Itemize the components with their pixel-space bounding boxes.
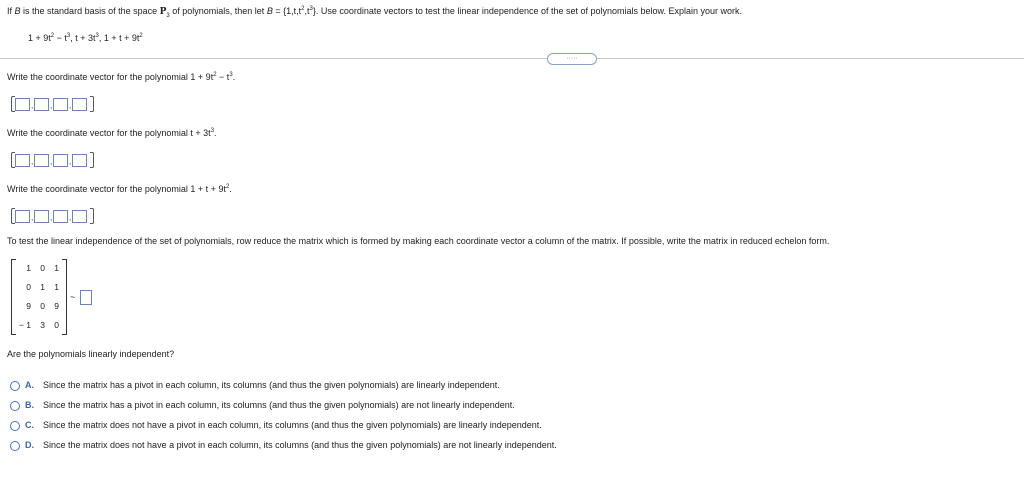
matrix-cell: − 1 [18,320,31,330]
text: is the standard basis of the space [20,6,160,16]
matrix-cell: 1 [26,263,31,273]
vector-3-entry-3[interactable] [53,210,68,223]
text: }. Use coordinate vectors to test the linear independence of the set of polynomials below. Explain your work. [312,6,743,16]
matrix-cell: 0 [40,263,45,273]
text: . [214,128,217,138]
option-text: Since the matrix has a pivot in each column, its columns (and thus the given polynomials) are not linearly independent. [43,400,515,410]
vector-prompt-1 [7,72,235,82]
section-divider [0,58,1024,59]
matrix-cell: 1 [54,282,59,292]
comma: , [50,213,53,222]
exponent: 3 [309,6,313,12]
option-letter: C. [25,420,34,430]
comma: , [69,157,72,166]
vector-1-entry-3[interactable] [53,98,68,111]
bracket-right [90,152,94,168]
exponent: 2 [301,6,305,12]
option-text: Since the matrix does not have a pivot in each column, its columns (and thus the given polynomials) are linearly independent. [43,420,542,430]
matrix-cell: 0 [54,320,59,330]
exponent: 2 [139,33,143,39]
comma: , [69,101,72,110]
vector-3-entry-2[interactable] [34,210,49,223]
vector-2-entry-3[interactable] [53,154,68,167]
bracket-right [90,96,94,112]
option-text: Since the matrix does not have a pivot in each column, its columns (and thus the given polynomials) are not linearly independent. [43,440,557,450]
space-symbol: P [159,7,167,17]
row-equivalence-symbol: ~ [70,292,76,302]
matrix-cell: 1 [40,282,45,292]
text: ,t [304,6,310,16]
polynomial-list [28,33,143,43]
matrix-cell: 1 [54,263,59,273]
exponent: 2 [213,72,217,78]
comma: , [31,213,34,222]
text: If [7,6,15,16]
radio-button[interactable] [10,381,20,391]
vector-prompt-2 [7,128,217,138]
question-text [7,6,742,19]
var-b: B [14,6,21,16]
comma: , [50,101,53,110]
comma: , [69,213,72,222]
matrix-row-3 [17,301,63,311]
matrix-cell: 3 [40,320,45,330]
radio-button[interactable] [10,401,20,411]
reduced-matrix-input[interactable] [80,290,92,305]
text: . [229,184,232,194]
subscript: 3 [166,12,170,19]
comma: , [31,157,34,166]
text: , 1 + t + 9t [98,33,140,43]
vector-2-entry-2[interactable] [34,154,49,167]
text: Write the coordinate vector for the polynomial 1 + 9t [7,72,214,82]
exponent: 2 [50,33,55,39]
exponent: 3 [210,128,215,134]
option-letter: B. [25,400,34,410]
matrix-row-1 [17,263,63,273]
vector-3-entry-4[interactable] [72,210,87,223]
independence-question: Are the polynomials linearly independent? [7,349,175,359]
var-b: B [266,6,273,16]
text: of polynomials, then let [169,6,267,16]
comma: , [31,101,34,110]
text: − t [216,72,230,82]
exponent: 3 [66,33,71,39]
coefficient-matrix [11,259,67,335]
text: 1 + 9t [28,33,51,43]
option-letter: D. [25,440,34,450]
radio-button[interactable] [10,421,20,431]
exponent: 2 [225,184,230,190]
text: = {1,t,t [272,6,302,16]
vector-2-entry-1[interactable] [15,154,30,167]
text: − t [54,33,67,43]
expand-more-button[interactable]: ····· [547,53,597,65]
vector-1-entry-4[interactable] [72,98,87,111]
option-text: Since the matrix has a pivot in each column, its columns (and thus the given polynomials) are linearly independent. [43,380,500,390]
text: Write the coordinate vector for the polynomial t + 3t [7,128,211,138]
text: . [232,72,236,82]
text: , t + 3t [70,33,96,43]
exponent: 3 [95,33,99,39]
matrix-bracket-left [11,259,16,335]
vector-prompt-3 [7,184,232,194]
matrix-cell: 9 [54,301,59,311]
option-letter: A. [25,380,34,390]
vector-1-entry-2[interactable] [34,98,49,111]
vector-2-entry-4[interactable] [72,154,87,167]
exponent: 3 [229,72,233,78]
matrix-cell: 0 [26,282,31,292]
row-reduce-instructions: To test the linear independence of the set of polynomials, row reduce the matrix which is formed by making each coordinate vector a column of the matrix. If possible, write the matrix in reduced echelon form. [7,236,830,246]
matrix-bracket-right [62,259,67,335]
matrix-row-4 [17,320,63,330]
bracket-right [90,208,94,224]
matrix-cell: 9 [26,301,31,311]
radio-button[interactable] [10,441,20,451]
vector-1-entry-1[interactable] [15,98,30,111]
vector-3-entry-1[interactable] [15,210,30,223]
matrix-row-2 [17,282,63,292]
matrix-cell: 0 [40,301,45,311]
text: Write the coordinate vector for the polynomial 1 + t + 9t [7,184,226,194]
comma: , [50,157,53,166]
